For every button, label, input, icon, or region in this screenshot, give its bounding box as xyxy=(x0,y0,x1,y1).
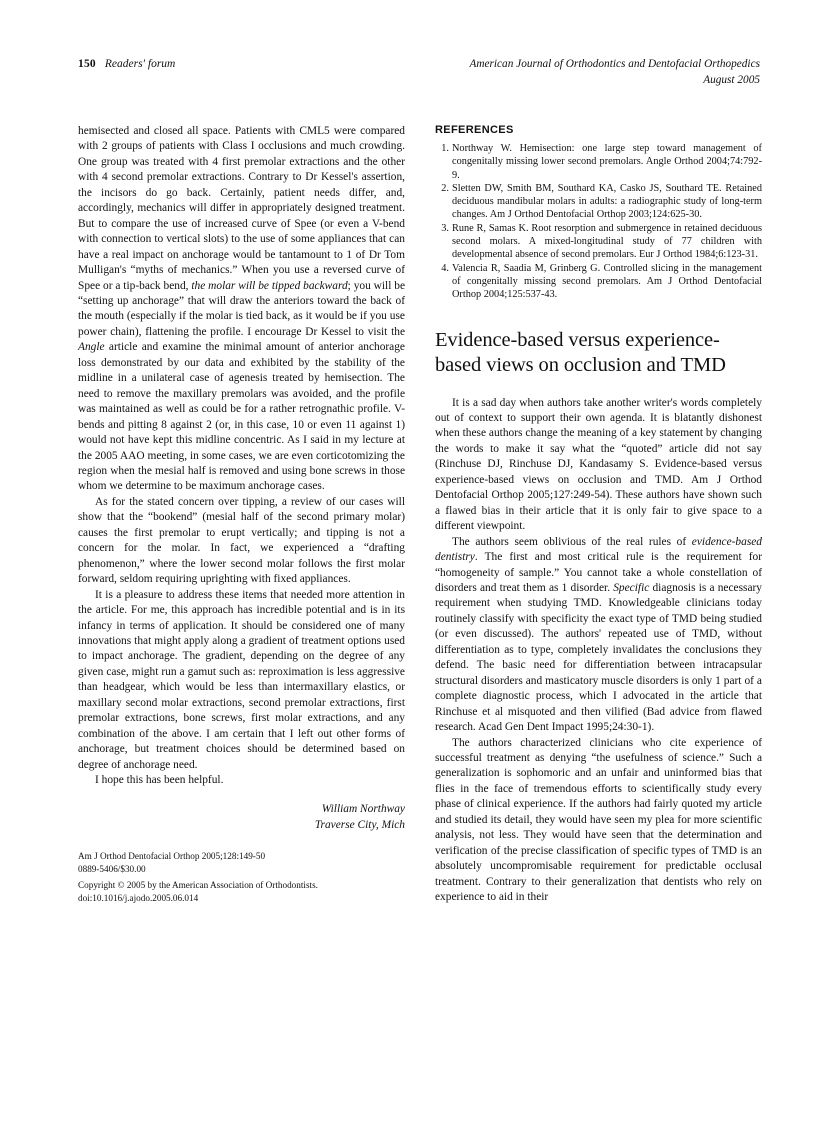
footnote-block xyxy=(78,850,405,904)
column-container xyxy=(78,124,762,1054)
references-list xyxy=(435,142,762,302)
lp1-part-2: ; you will be “setting up anchorage” that will draw the anteriors toward the back of the mouth (especially if the molar is tied back, as it would be if you use power chain), flattening the profile. I encourage Dr Kessel to visit the xyxy=(78,279,406,338)
issue-date: August 2005 xyxy=(703,73,760,86)
running-head-right xyxy=(469,57,760,88)
signature-block xyxy=(78,802,405,833)
references-heading: REFERENCES xyxy=(435,124,514,136)
rp2-italic-2: Specific xyxy=(613,582,650,594)
section-title: Readers' forum xyxy=(104,58,176,70)
article-title: Evidence-based versus experience-based views on occlusion and TMD xyxy=(435,328,726,377)
reference-item: Sletten DW, Smith BM, Southard KA, Casko JS, Southard TE. Retained deciduous mandibular molars in adults: a radiographic study of long-term changes. Am J Orthod Dentofacial Orthop 2003;124:625-30. xyxy=(452,182,762,221)
signature-name: William Northway xyxy=(321,803,405,816)
footnote-issn: 0889-5406/$30.00 xyxy=(78,863,146,874)
reference-item: Valencia R, Saadia M, Grinberg G. Controlled slicing in the management of congenitally missing second premolars. Am J Orthod Dentofacial Orthop 2004;125:537-43. xyxy=(452,262,762,301)
page-folio: 150 xyxy=(78,58,96,70)
rp2-italic-1: evidence-based dentistry xyxy=(435,535,762,564)
reference-item: Rune R, Samas K. Root resorption and submergence in retained deciduous second molars. A mixed-longitudinal study of 77 children with developmental absence of second premolars. Eur J Orthod 1984;6:123-31. xyxy=(452,222,762,261)
left-paragraph-1 xyxy=(78,124,405,495)
left-paragraph-2: As for the stated concern over tipping, a review of our cases will show that the “bookend” (mesial half of the second primary molar) causes the first premolar to erupt vertically; and tipping is not a concern for the molar. In fact, we experienced a “drafting phenomenon,” where the lower second molar follows the first molar forward, seldom requiring uprighting with fixed appliances. xyxy=(78,495,405,586)
left-paragraph-3: It is a pleasure to address these items that needed more attention in the article. For me, this approach has incredible potential and is in its infancy in terms of application. It should be considered one of many innovations that might apply along a gradient of treatment options used to impact anchorage. The gradient, depending on the degree of any given case, might run a gamut such as: reproximation is less aggressive than headgear, which would be less than intermaxillary elastics, or maxillary second molar extractions, second premolar extractions, first premolar extractions, bone screws, first molar extractions, and any combination of the above. I am certain that I left out other forms of anchorage, but treatment choices should be determined based on degree of anchorage need. xyxy=(78,588,405,771)
rp2-part-1: The authors seem oblivious of the real rules of xyxy=(452,535,692,548)
footnote-copyright: Copyright © 2005 by the American Association of Orthodontists. xyxy=(78,880,318,891)
reference-item: Northway W. Hemisection: one large step toward management of congenitally missing lower second premolars. Angle Orthod 2004;74:792-9. xyxy=(452,143,762,181)
right-paragraph-2 xyxy=(435,535,762,736)
journal-name: American Journal of Orthodontics and Dentofacial Orthopedics xyxy=(469,58,760,70)
running-head xyxy=(78,57,760,88)
footnote-doi: doi:10.1016/j.ajodo.2005.06.014 xyxy=(78,892,199,903)
title-spacer xyxy=(435,379,762,396)
lp1-part-3: article and examine the minimal amount of anterior anchorage loss demonstrated by our data and exhibited by the stability of the midline in a unilateral case of agenesis treated by hemisection. The need to remove the maxillary premolars was avoided, and the profile was maintained as well as could be for a rather retrognathic profile. V-bends and pitting 8 against 2 (or, in this case, 10 or even 11 against 1) would not have kept this midline concentric. As I said in my lecture at the 2005 AAO meeting, in some cases, we are even corticotomizing the region when the mesial half is removed and using bone screws in those whom we determine to be maximum anchorage cases. xyxy=(78,341,405,493)
right-paragraph-3: The authors characterized clinicians who cite experience of successful treatment as denying “the usefulness of science.” Such a generalization is sophomoric and an unfair and uninformed bias that flies in the face of tremendous efforts to scientifically study every phase of clinical experience. If the authors had fairly quoted my article and studied its detail, they would have seen my plea for more scientific analysis, not less. They would have seen that the determination and verification of the precise classification of specific types of TMD is an absolutely uncompromisable requirement for predictable occlusal treatment. Contrary to their generalization that dentists who rely on experience to aid in their xyxy=(435,736,762,904)
left-column xyxy=(78,124,405,1054)
lp1-italic-2: Angle xyxy=(78,341,105,354)
signature-place: Traverse City, Mich xyxy=(314,818,405,831)
rp2-part-3: diagnosis is a necessary requirement when studying TMD. Knowledgeable clinicians today routinely classify with specificity the exact type of TMD being studied (or even discussed). The authors' repeated use of TMD, without differentiation as to type, completely invalidates the conclusions they defend. The basic need for differentiation between intracapsular structural disorders and masticatory muscle disorders is only 1 part of a complete diagnostic process, which I advocated in the article that Rinchuse et al misquoted and then vilified (Bad advice from flawed research. Acad Gen Dent Impact 1995;24:30-1). xyxy=(435,582,762,734)
right-column xyxy=(435,124,762,1054)
lp1-part-1: hemisected and closed all space. Patients with CML5 were compared with 2 groups of patients with Class I occlusions and much crowding. One group was treated with 4 first premolar extractions and the other with 4 second premolar extractions. Contrary to Dr Kessel's assertion, the incisors do go back. Certainly, patient needs differ, and, accordingly, mechanics will differ in appropriately designed treatment. But to compare the use of increased curve of Spee (or even a V-bend with connection to vertical slots) to the use of some appliances that can have a real impact on anchorage would be tantamount to 1 of Dr Tom Mulligan's “myths of mechanics.” When you use a reversed curve of Spee or a tip-back bend, xyxy=(78,125,405,292)
rp2-part-2: . The first and most critical rule is the requirement for “homogeneity of sample.” You cannot take a whole constellation of disorders and treat them as 1 disorder. xyxy=(435,551,762,594)
running-head-left xyxy=(78,57,175,72)
right-paragraph-1: It is a sad day when authors take another writer's words completely out of context to support their own agenda. It is blatantly dishonest when these authors change the meaning of a key statement by changing the words to make it say what the “quoted” article did not say (Rinchuse DJ, Rinchuse DJ, Kandasamy S. Evidence-based versus experience-based views on occlusion and TMD. Am J Orthod Dentofacial Orthop 2005;127:249-54). These authors have shown such a flawed bias in their article that it is only fair to give space to a different viewpoint. xyxy=(435,396,762,533)
footnote-citation: Am J Orthod Dentofacial Orthop 2005;128:149-50 xyxy=(78,851,266,862)
lp1-italic-1: the molar will be tipped backward xyxy=(191,279,348,292)
left-paragraph-4: I hope this has been helpful. xyxy=(95,774,224,787)
